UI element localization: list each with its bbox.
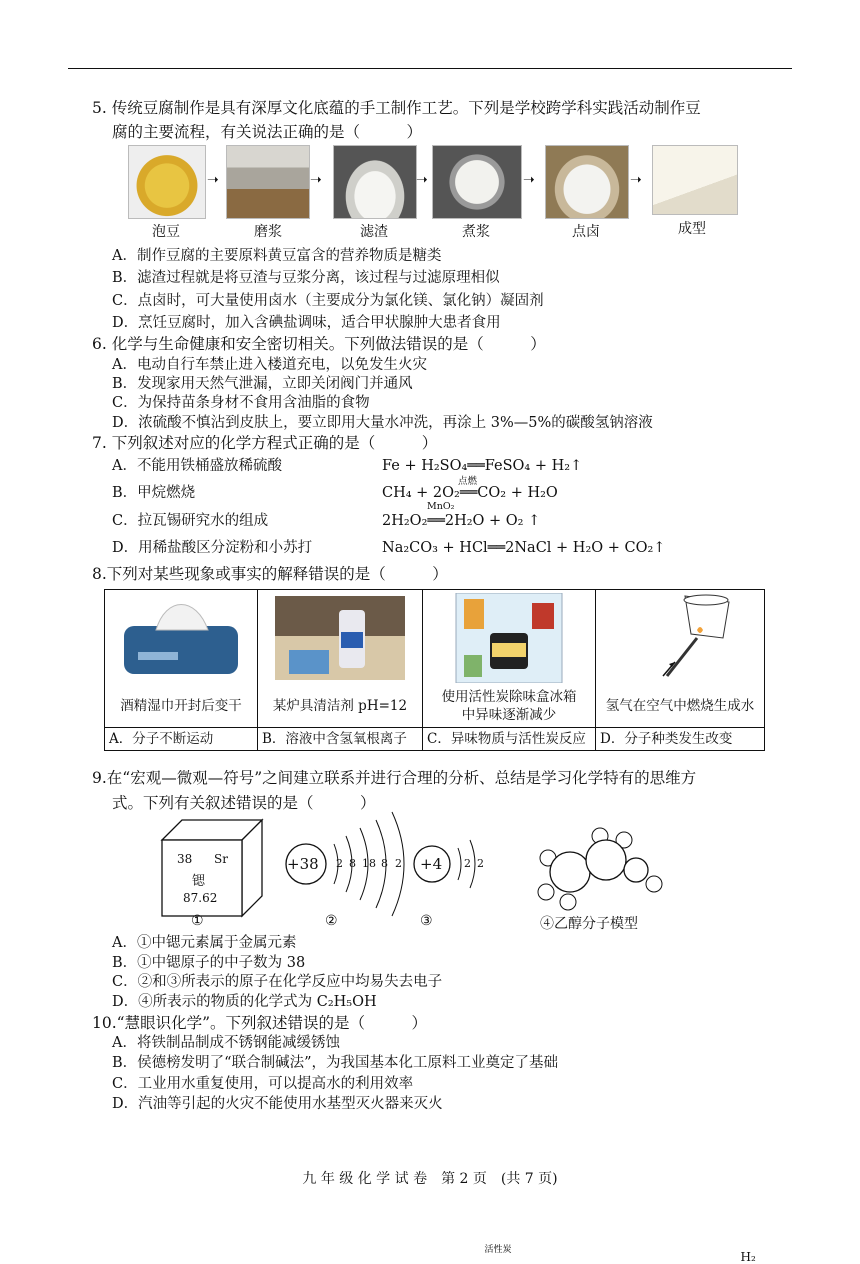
be-nucleus: +4 xyxy=(420,855,443,873)
q5-option-a: A．制作豆腐的主要原料黄豆富含的营养物质是糖类 xyxy=(112,248,442,264)
arrow-icon: ➝ xyxy=(207,172,219,188)
q7-option-c-equation: 2H₂O₂══2H₂O + O₂ ↑ xyxy=(382,513,541,529)
q10-option-a: A．将铁制品制成不锈钢能减缓锈蚀 xyxy=(112,1035,340,1051)
q6-option-d: D．浓硫酸不慎沾到皮肤上，要立即用大量水冲洗，再涂上 3%—5%的碳酸氢钠溶液 xyxy=(112,415,653,431)
q8-option-a: A．分子不断运动 xyxy=(105,727,257,750)
q5-option-b: B．滤渣过程就是将豆渣与豆浆分离，该过程与过滤原理相似 xyxy=(112,270,500,286)
step-label: 磨浆 xyxy=(254,224,282,240)
step-label: 成型 xyxy=(678,221,706,237)
step-label: 点卤 xyxy=(572,224,600,240)
fridge-image xyxy=(423,590,595,685)
shell-count: 8 xyxy=(381,857,388,870)
q7-option-a-equation: Fe + H₂SO₄══FeSO₄ + H₂↑ xyxy=(382,458,583,474)
boil-image xyxy=(432,145,522,219)
q6-option-b: B．发现家用天然气泄漏，立即关闭阀门并通风 xyxy=(112,376,413,392)
q10-stem: 10.“慧眼识化学”。下列叙述错误的是（ ） xyxy=(92,1014,427,1032)
sr-nucleus: +38 xyxy=(287,855,319,873)
tofu-image xyxy=(652,145,738,215)
q8-cell-d xyxy=(596,590,765,1264)
q8-caption-a: 酒精湿巾开封后变干 xyxy=(120,698,242,714)
q8-option-c: C．异味物质与活性炭反应 xyxy=(423,727,595,750)
atomic-mass: 87.62 xyxy=(183,891,218,905)
q10-option-d: D．汽油等引起的火灾不能使用水基型灭火器来灭火 xyxy=(112,1096,443,1112)
q8-caption-c: 使用活性炭除味盒冰箱中异味逐渐减少 xyxy=(441,689,577,723)
q7-option-d-label: D．用稀盐酸区分淀粉和小苏打 xyxy=(112,540,313,556)
q7-option-b-condition: 点燃 xyxy=(458,476,478,487)
hydrogen-burning-image xyxy=(596,590,764,685)
q9-stem-line2: 式。下列有关叙述错误的是（ ） xyxy=(112,794,376,812)
page-footer: 九 年 级 化 学 试 卷 第 2 页 (共 7 页) xyxy=(302,1171,558,1187)
q7-option-b-label: B．甲烷燃烧 xyxy=(112,485,196,501)
q5-stem-line1: 5. 传统豆腐制作是具有深厚文化底蕴的手工制作工艺。下列是学校跨学科实践活动制作豆 xyxy=(92,99,701,117)
q8-option-b: B．溶液中含氢氧根离子 xyxy=(258,727,422,750)
step-label: 滤渣 xyxy=(360,224,388,240)
q7-option-a-label: A．不能用铁桶盛放稀硫酸 xyxy=(112,458,282,474)
shell-count: 2 xyxy=(395,857,402,870)
shell-count: 8 xyxy=(349,857,356,870)
q6-stem: 6. 化学与生命健康和安全密切相关。下列做法错误的是（ ） xyxy=(92,335,546,353)
q6-option-a: A．电动自行车禁止进入楼道充电，以免发生火灾 xyxy=(112,357,427,373)
q6-option-c: C．为保持苗条身材不食用含油脂的食物 xyxy=(112,395,370,411)
diagram-label-3: ③ xyxy=(420,913,433,929)
charcoal-jar-label: 活性炭 xyxy=(484,1244,512,1255)
q5-option-c: C．点卤时，可大量使用卤水（主要成分为氯化镁、氯化钠）凝固剂 xyxy=(112,293,544,309)
q10-option-b: B．侯德榜发明了“联合制碱法”，为我国基本化工原料工业奠定了基础 xyxy=(112,1055,558,1071)
element-symbol: Sr xyxy=(214,852,228,866)
arrow-icon: ➝ xyxy=(416,172,428,188)
step-label: 泡豆 xyxy=(152,224,180,240)
diagram-label-2: ② xyxy=(325,913,338,929)
wet-wipes-image xyxy=(105,590,257,685)
q5-option-d: D．烹饪豆腐时，加入含碘盐调味，适合甲状腺肿大患者食用 xyxy=(112,315,501,331)
q7-stem: 7. 下列叙述对应的化学方程式正确的是（ ） xyxy=(92,434,438,452)
shell-count: 2 xyxy=(336,857,343,870)
q9-stem-line1: 9.在“宏观—微观—符号”之间建立联系并进行合理的分析、总结是学习化学特有的思维方 xyxy=(92,769,697,787)
arrow-icon: ➝ xyxy=(523,172,535,188)
atomic-number: 38 xyxy=(177,852,193,866)
header-rule xyxy=(68,68,792,69)
q8-caption-b: 某炉具清洁剂 pH=12 xyxy=(272,698,408,714)
grinding-image xyxy=(226,145,310,219)
shell-count: 2 xyxy=(477,857,484,870)
q8-option-d: D．分子种类发生改变 xyxy=(596,727,764,750)
q10-option-c: C．工业用水重复使用，可以提高水的利用效率 xyxy=(112,1076,414,1092)
q8-caption-d: 氢气在空气中燃烧生成水 xyxy=(605,698,755,714)
ethanol-model-diagram xyxy=(532,822,672,914)
q9-option-c: C．②和③所表示的原子在化学反应中均易失去电子 xyxy=(112,974,443,990)
q8-cell-b xyxy=(258,590,423,751)
filter-image xyxy=(333,145,417,219)
q7-option-c-label: C．拉瓦锡研究水的组成 xyxy=(112,513,269,529)
soak-beans-image xyxy=(128,145,206,219)
q7-option-d-equation: Na₂CO₃ + HCl══2NaCl + H₂O + CO₂↑ xyxy=(382,540,666,556)
q7-option-c-condition: MnO₂ xyxy=(427,501,455,512)
shell-count: 18 xyxy=(362,857,376,870)
q9-option-a: A．①中锶元素属于金属元素 xyxy=(112,935,297,951)
q9-option-b: B．①中锶原子的中子数为 38 xyxy=(112,955,306,971)
q8-stem: 8.下列对某些现象或事实的解释错误的是（ ） xyxy=(92,565,448,583)
step-label: 煮浆 xyxy=(462,224,490,240)
diagram-label-1: ① xyxy=(191,913,204,929)
arrow-icon: ➝ xyxy=(310,172,322,188)
h2-label: H₂ xyxy=(740,1249,756,1264)
shell-count: 2 xyxy=(464,857,471,870)
q5-stem-line2: 腐的主要流程，有关说法正确的是（ ） xyxy=(112,123,423,141)
q9-option-d: D．④所表示的物质的化学式为 C₂H₅OH xyxy=(112,994,377,1010)
arrow-icon: ➝ xyxy=(630,172,642,188)
coagulate-image xyxy=(545,145,629,219)
q7-option-b-equation: CH₄ + 2O₂══CO₂ + H₂O xyxy=(382,485,558,501)
stove-cleaner-image xyxy=(258,590,422,685)
element-name: 锶 xyxy=(192,874,206,889)
q8-cell-a xyxy=(105,590,258,751)
diagram-label-4: ④乙醇分子模型 xyxy=(540,916,638,932)
